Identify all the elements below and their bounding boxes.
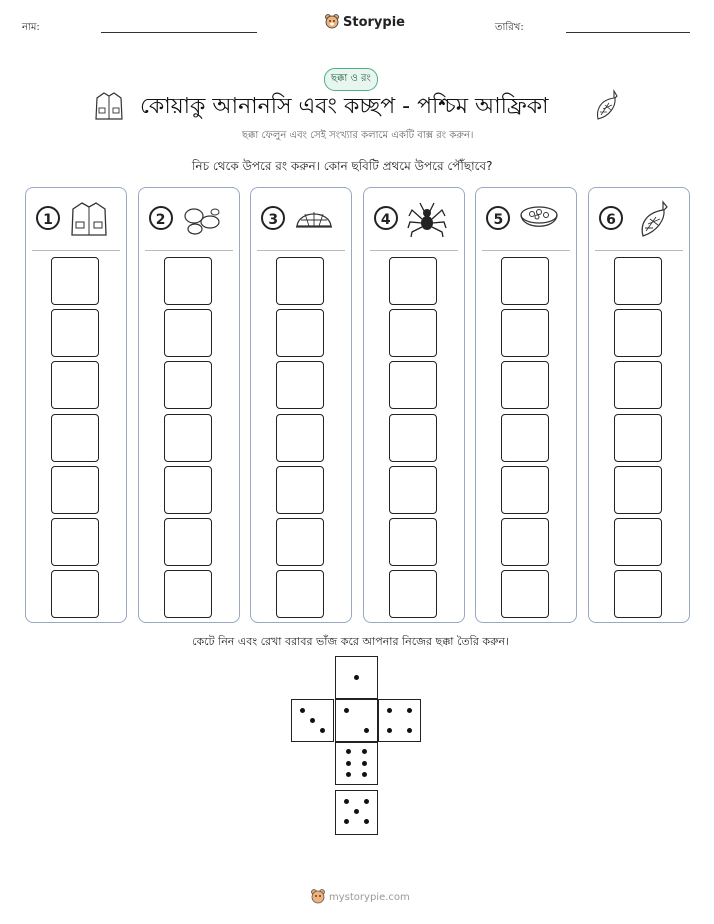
pip: [300, 708, 305, 713]
die-face-5: [335, 790, 378, 835]
column-divider: [370, 250, 458, 251]
color-box[interactable]: [276, 361, 324, 409]
race-column-5: [475, 187, 577, 623]
color-box[interactable]: [164, 361, 212, 409]
color-box[interactable]: [51, 414, 99, 462]
die-face-6: [335, 742, 378, 785]
color-box[interactable]: [614, 257, 662, 305]
color-box[interactable]: [51, 257, 99, 305]
pinecone-icon: [592, 88, 620, 122]
column-number: 3: [261, 206, 285, 230]
die-face-4: [378, 699, 421, 742]
jacket-icon: [68, 200, 110, 238]
color-box[interactable]: [276, 257, 324, 305]
pip: [364, 799, 369, 804]
subtitle: ছক্কা ফেলুন এবং সেই সংখ্যার কলামে একটি বাক্স রং করুন।: [242, 130, 474, 141]
pip: [364, 728, 369, 733]
color-box[interactable]: [614, 466, 662, 514]
color-box[interactable]: [389, 414, 437, 462]
color-box[interactable]: [389, 518, 437, 566]
race-column-6: [588, 187, 690, 623]
pip: [310, 718, 315, 723]
pinecone-icon: [631, 200, 673, 238]
color-box[interactable]: [389, 309, 437, 357]
column-divider: [32, 250, 120, 251]
color-box[interactable]: [276, 570, 324, 618]
color-box[interactable]: [276, 518, 324, 566]
color-box[interactable]: [614, 309, 662, 357]
color-box[interactable]: [164, 309, 212, 357]
brand-logo: [325, 14, 405, 30]
color-box[interactable]: [389, 466, 437, 514]
pip: [387, 708, 392, 713]
color-box[interactable]: [51, 570, 99, 618]
column-divider: [145, 250, 233, 251]
pip: [344, 819, 349, 824]
color-box[interactable]: [614, 570, 662, 618]
column-number: 6: [599, 206, 623, 230]
die-face-1: [335, 656, 378, 699]
color-box[interactable]: [501, 518, 549, 566]
activity-badge: ছক্কা ও রং: [324, 68, 378, 91]
bear-icon: [325, 14, 339, 30]
column-divider: [595, 250, 683, 251]
color-box[interactable]: [276, 414, 324, 462]
pip: [354, 675, 359, 680]
name-line: [101, 32, 257, 33]
pip: [354, 809, 359, 814]
date-line: [566, 32, 690, 33]
pip: [362, 761, 367, 766]
color-box[interactable]: [389, 361, 437, 409]
color-box[interactable]: [164, 518, 212, 566]
bear-icon: [311, 889, 325, 905]
pip: [362, 749, 367, 754]
color-box[interactable]: [164, 257, 212, 305]
color-box[interactable]: [51, 361, 99, 409]
color-box[interactable]: [164, 466, 212, 514]
pip: [407, 708, 412, 713]
soup-bowl-icon: [518, 200, 560, 238]
color-box[interactable]: [389, 257, 437, 305]
jacket-icon: [94, 90, 124, 122]
footer: [311, 889, 410, 905]
turtle-shell-icon: [293, 200, 335, 238]
column-number: 5: [486, 206, 510, 230]
cut-instruction: কেটে নিন এবং রেখা বরাবর ভাঁজ করে আপনার নিজের ছক্কা তৈরি করুন।: [192, 635, 510, 648]
pip: [346, 772, 351, 777]
pip: [346, 761, 351, 766]
date-label: তারিখ:: [495, 22, 524, 33]
color-box[interactable]: [276, 309, 324, 357]
column-divider: [482, 250, 570, 251]
race-column-3: [250, 187, 352, 623]
name-label: নাম:: [22, 22, 40, 33]
die-face-2: [335, 699, 378, 742]
column-divider: [257, 250, 345, 251]
color-box[interactable]: [614, 414, 662, 462]
color-box[interactable]: [164, 570, 212, 618]
color-box[interactable]: [51, 466, 99, 514]
pip: [346, 749, 351, 754]
color-box[interactable]: [501, 361, 549, 409]
color-box[interactable]: [501, 257, 549, 305]
brand-name: Storypie: [343, 14, 405, 30]
race-column-1: [25, 187, 127, 623]
pip: [320, 728, 325, 733]
color-box[interactable]: [614, 361, 662, 409]
color-box[interactable]: [51, 518, 99, 566]
spider-icon: [406, 200, 448, 238]
color-box[interactable]: [164, 414, 212, 462]
color-box[interactable]: [501, 570, 549, 618]
pip: [362, 772, 367, 777]
pip: [344, 799, 349, 804]
race-column-2: [138, 187, 240, 623]
question-text: নিচ থেকে উপরে রং করুন। কোন ছবিটি প্রথমে উপরে পৌঁছাবে?: [192, 159, 493, 173]
column-number: 2: [149, 206, 173, 230]
pip: [344, 708, 349, 713]
color-box[interactable]: [501, 466, 549, 514]
color-box[interactable]: [614, 518, 662, 566]
footer-url: mystorypie.com: [329, 891, 410, 903]
color-box[interactable]: [501, 414, 549, 462]
column-number: 4: [374, 206, 398, 230]
die-face-3: [291, 699, 334, 742]
color-box[interactable]: [51, 309, 99, 357]
pip: [407, 728, 412, 733]
column-number: 1: [36, 206, 60, 230]
race-column-4: [363, 187, 465, 623]
color-box[interactable]: [389, 570, 437, 618]
stones-icon: [181, 200, 223, 238]
pip: [364, 819, 369, 824]
pip: [387, 728, 392, 733]
page-title: কোয়াকু আনানসি এবং কচ্ছপ - পশ্চিম আফ্রিকা: [140, 94, 549, 119]
color-box[interactable]: [276, 466, 324, 514]
color-box[interactable]: [501, 309, 549, 357]
